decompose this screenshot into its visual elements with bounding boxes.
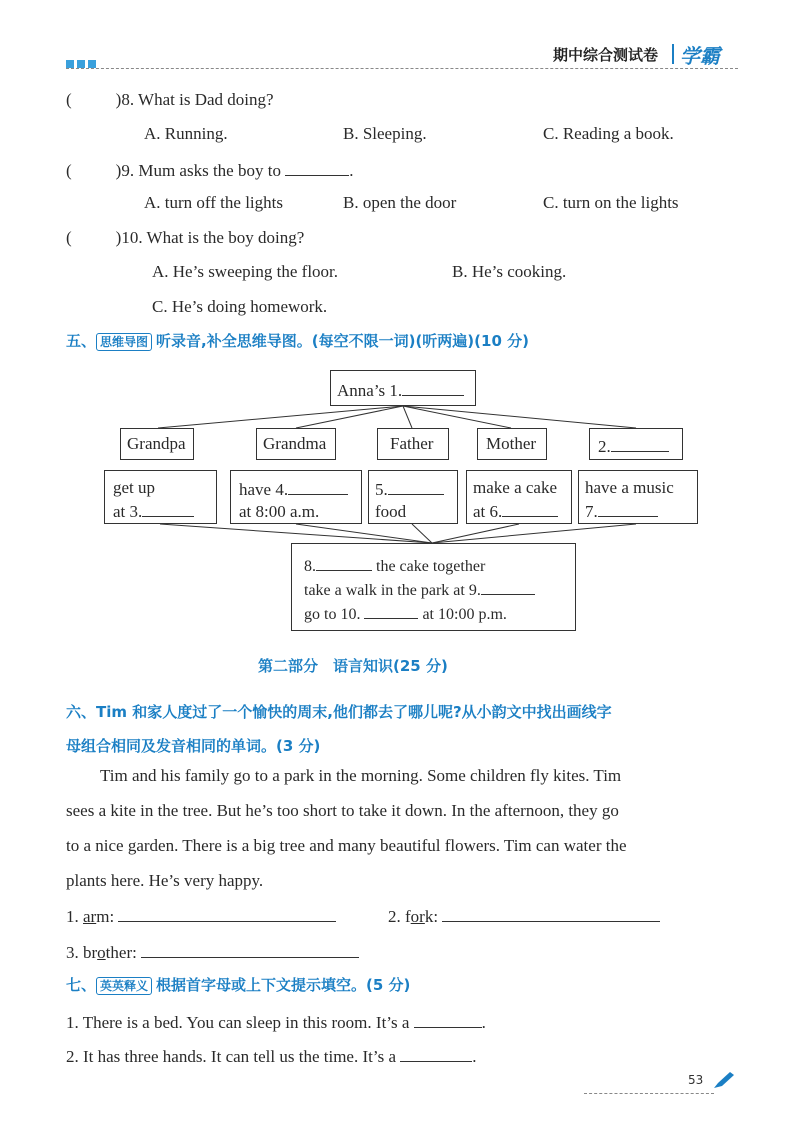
mindmap-member-blank: 2. (589, 428, 683, 460)
answer-blank[interactable] (288, 477, 348, 495)
option-9b: B. open the door (343, 193, 457, 212)
option-10a: A. He’s sweeping the floor. (152, 262, 339, 281)
section7-item-1: 1. There is a bed. You can sleep in this room. It’s a . (66, 1010, 486, 1033)
mindmap-activity-grandma: have 4. at 8:00 a.m. (230, 470, 362, 524)
answer-paren[interactable]: ( (66, 161, 72, 180)
section7-heading: 七、 英英释义 根据首字母或上下文提示填空。(5 分) (66, 976, 411, 994)
section6-passage: Tim and his family go to a park in the morning. Some children fly kites. Tim sees a kite in the tree. But he’s too short to take it down. In the afternoon, they go to a nice garden. There is a big tree and many beautiful flowers. Tim can water the plants here. He’s very happy. (66, 766, 627, 890)
footer-rule (584, 1093, 714, 1094)
mindmap-root: Anna’s 1. (330, 370, 476, 406)
mindmap-member-father: Father (377, 428, 449, 460)
question-stem: What is Dad doing? (138, 90, 274, 109)
answer-blank[interactable] (142, 499, 194, 517)
mindmap-member-mother: Mother (477, 428, 547, 460)
option-8c: C. Reading a book. (543, 124, 674, 143)
answer-blank[interactable] (402, 378, 464, 396)
option-10b: B. He’s cooking. (452, 262, 567, 281)
answer-blank[interactable] (481, 578, 535, 595)
answer-paren[interactable]: ( (66, 90, 72, 109)
answer-blank[interactable] (611, 434, 669, 452)
option-9c: C. turn on the lights (543, 193, 679, 212)
option-10c: C. He’s doing homework. (152, 297, 328, 316)
section6-item-2: 2. fork: (388, 904, 660, 927)
english-definition-tag: 英英释义 (96, 977, 152, 995)
section7-item-2: 2. It has three hands. It can tell us the time. It’s a . (66, 1044, 477, 1067)
option-8a: A. Running. (144, 124, 228, 143)
answer-blank[interactable] (118, 904, 336, 922)
part2-title: 第二部分 语言知识(25 分) (258, 657, 448, 675)
mindmap-activity-grandpa: get up at 3. (104, 470, 217, 524)
question-stem: What is the boy doing? (146, 228, 305, 247)
answer-blank[interactable] (316, 554, 372, 571)
question-10: ( )10. What is the boy doing? (66, 228, 305, 247)
answer-blank[interactable] (388, 477, 444, 495)
answer-blank[interactable] (598, 499, 658, 517)
brand-logo: 学霸 (680, 44, 720, 68)
mindmap-activity-mother: make a cake at 6. (466, 470, 572, 524)
answer-blank[interactable] (400, 1044, 472, 1062)
mindmap-member-grandma: Grandma (256, 428, 336, 460)
question-9: ( )9. Mum asks the boy to . (66, 158, 353, 181)
section6-heading: 六、Tim 和家人度过了一个愉快的周末,他们都去了哪儿呢?从小韵文中找出画线字 母组合相同及发音相同的单词。(3 分) (66, 703, 612, 755)
answer-paren[interactable]: ( (66, 228, 72, 247)
section5-heading: 五、 思维导图 听录音,补全思维导图。(每空不限一词)(听两遍)(10 分) (66, 332, 529, 350)
mindmap-tag: 思维导图 (96, 333, 152, 351)
header-title: 期中综合测试卷 (553, 46, 659, 64)
mindmap-bottom: 8. the cake together take a walk in the park at 9. go to 10. at 10:00 p.m. (291, 543, 576, 631)
section6-item-3: 3. brother: (66, 940, 359, 963)
pen-icon (712, 1070, 736, 1090)
answer-blank[interactable] (502, 499, 558, 517)
question-8: ( )8. What is Dad doing? (66, 90, 274, 109)
answer-blank[interactable] (442, 904, 660, 922)
question-stem: Mum asks the boy to (138, 161, 281, 180)
answer-blank[interactable] (414, 1010, 482, 1028)
mindmap-activity-father: 5. food (368, 470, 458, 524)
section6-item-1: 1. arm: (66, 904, 336, 927)
page-number: 53 (688, 1073, 704, 1087)
answer-blank[interactable] (141, 940, 359, 958)
answer-blank[interactable] (364, 602, 418, 619)
option-8b: B. Sleeping. (343, 124, 427, 143)
option-9a: A. turn off the lights (144, 193, 283, 212)
mindmap-activity-blank-member: have a music 7. (578, 470, 698, 524)
mindmap-member-grandpa: Grandpa (120, 428, 194, 460)
